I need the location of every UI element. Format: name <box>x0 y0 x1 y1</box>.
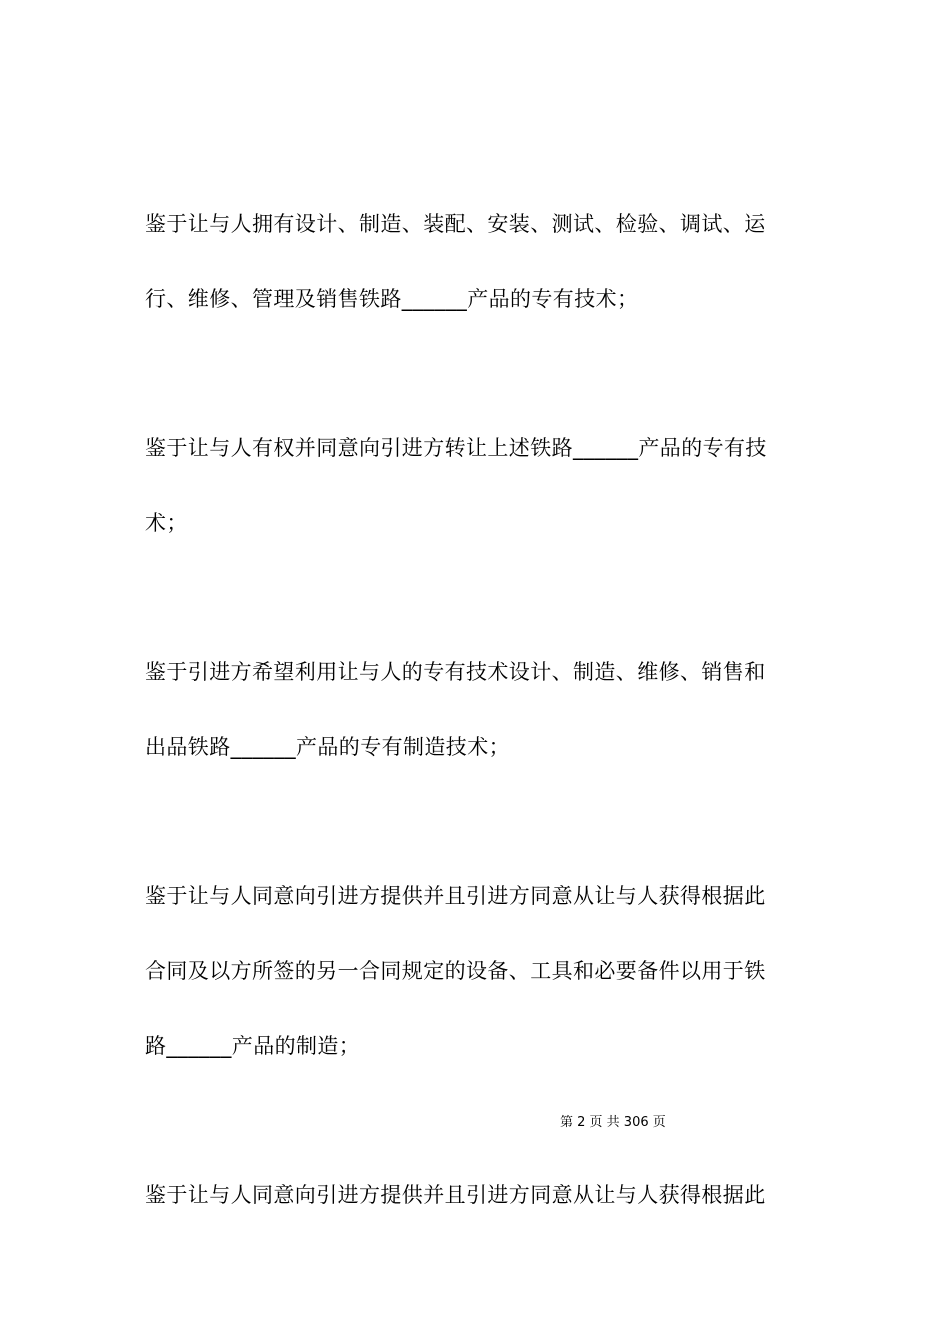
paragraph-2-line-1: 鉴于让与人有权并同意向引进方转让上述铁路______产品的专有技 <box>145 436 767 460</box>
paragraph-2-line-2: 术； <box>145 511 188 535</box>
paragraph-1-line-2: 行、维修、管理及销售铁路______产品的专有技术； <box>145 287 639 311</box>
paragraph-4-line-2: 合同及以方所签的另一合同规定的设备、工具和必要备件以用于铁 <box>145 959 766 983</box>
paragraph-4-line-1: 鉴于让与人同意向引进方提供并且引进方同意从让与人获得根据此 <box>145 884 766 908</box>
paragraph-1-line-1: 鉴于让与人拥有设计、制造、装配、安装、测试、检验、调试、运 <box>145 212 766 236</box>
page-number-footer: 第 2 页 共 306 页 <box>560 1115 666 1130</box>
paragraph-3-line-2: 出品铁路______产品的专有制造技术； <box>145 735 510 759</box>
paragraph-4-line-3: 路______产品的制造； <box>145 1034 361 1058</box>
paragraph-3-line-1: 鉴于引进方希望利用让与人的专有技术设计、制造、维修、销售和 <box>145 660 766 684</box>
paragraph-5-line-1: 鉴于让与人同意向引进方提供并且引进方同意从让与人获得根据此 <box>145 1183 766 1207</box>
